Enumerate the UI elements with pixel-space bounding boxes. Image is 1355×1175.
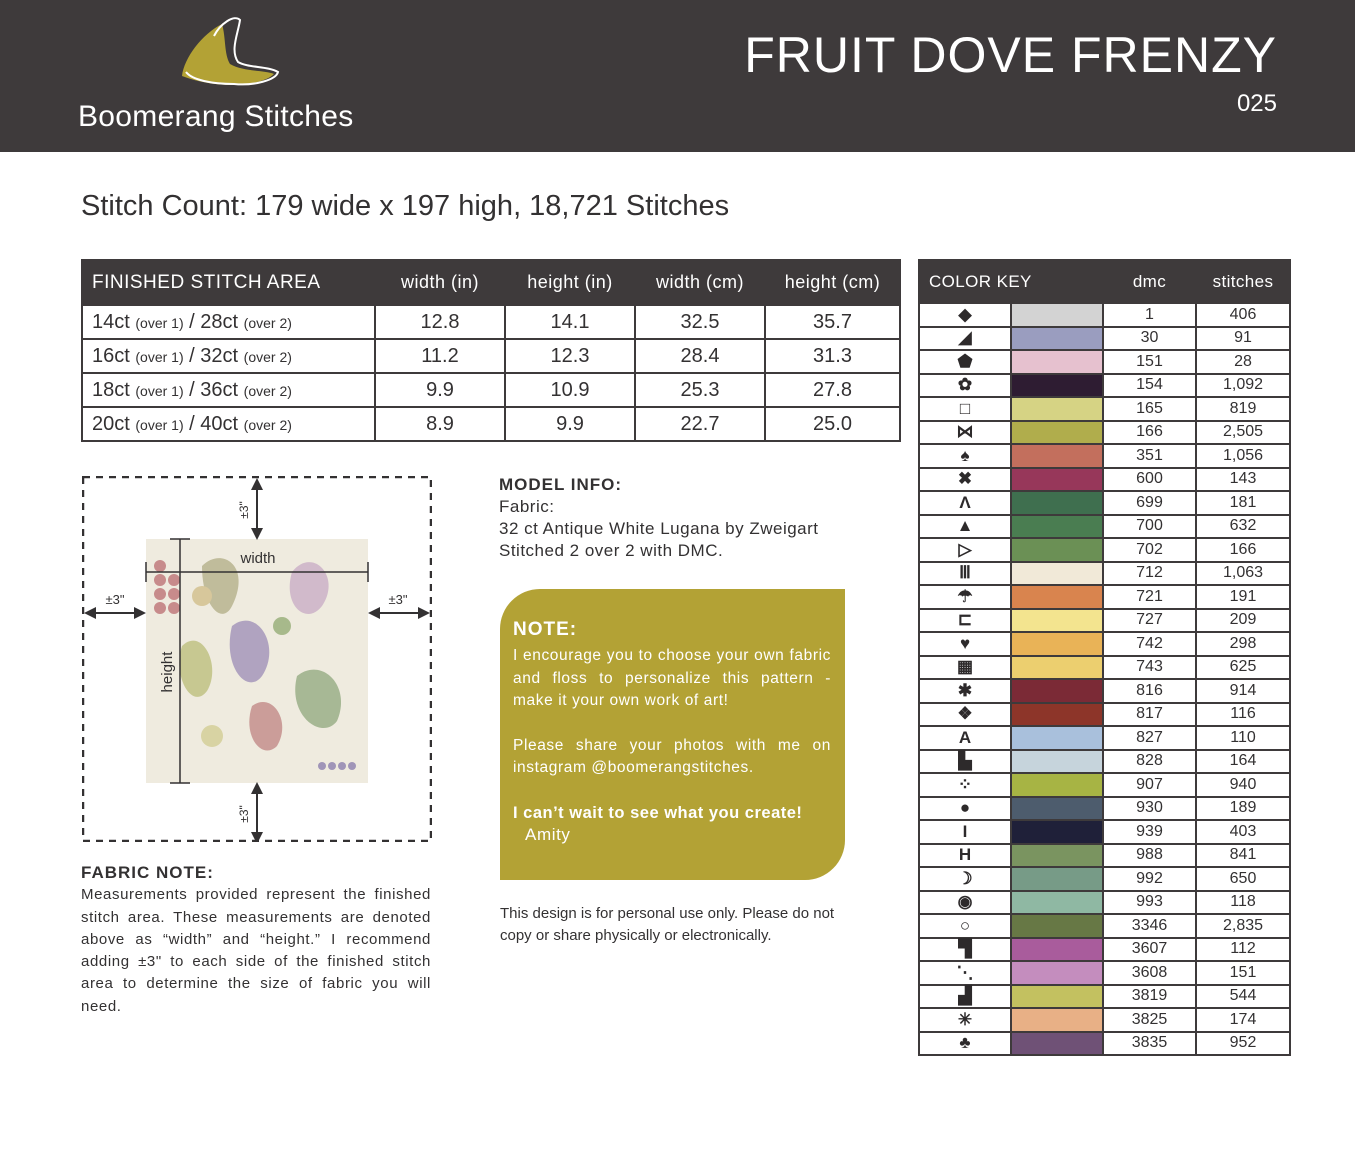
stitch-symbol-icon: ⋱	[919, 961, 1011, 985]
height-label: height	[159, 651, 176, 693]
model-info-heading: MODEL INFO:	[499, 475, 623, 494]
stitch-total: 143	[1196, 468, 1290, 492]
table-header-row	[82, 260, 900, 305]
color-key-row	[919, 303, 1290, 327]
width-in-cell: 8.9	[375, 407, 505, 441]
color-key-row	[919, 562, 1290, 586]
dmc-number: 151	[1103, 350, 1196, 374]
stitch-count-value: 179 wide x 197 high, 18,721 Stitches	[255, 190, 730, 222]
stitch-symbol-icon: □	[919, 397, 1011, 421]
width-in-cell: 12.8	[375, 305, 505, 339]
stitch-symbol-icon: ✳	[919, 1008, 1011, 1032]
stitch-total: 298	[1196, 632, 1290, 656]
dmc-number: 721	[1103, 585, 1196, 609]
dmc-number: 3607	[1103, 938, 1196, 962]
stitch-symbol-icon: ☽	[919, 867, 1011, 891]
color-swatch	[1011, 515, 1103, 539]
color-key-row	[919, 797, 1290, 821]
height-cm-cell: 35.7	[765, 305, 900, 339]
fabric-count-cell	[82, 339, 375, 373]
color-key-row	[919, 515, 1290, 539]
margin-top-label: ±3"	[237, 501, 251, 519]
height-cm-cell: 27.8	[765, 373, 900, 407]
color-key-row	[919, 491, 1290, 515]
dmc-number: 1	[1103, 303, 1196, 327]
color-swatch	[1011, 585, 1103, 609]
color-swatch	[1011, 938, 1103, 962]
stitch-symbol-icon: ♠	[919, 444, 1011, 468]
color-key-row	[919, 468, 1290, 492]
color-swatch	[1011, 773, 1103, 797]
stitch-symbol-icon: Λ	[919, 491, 1011, 515]
color-swatch	[1011, 1032, 1103, 1056]
fabric-note-body: Measurements provided represent the finished stitch area. These measurements are denoted above as “width” and “height.” I recommend adding ±3" to each side of the finished stitch area to determine the size of fabric you will need.	[81, 886, 431, 1015]
stitch-count-label: Stitch Count:	[81, 190, 248, 222]
separator: /	[189, 344, 195, 367]
table-row	[82, 305, 900, 339]
dmc-number: 154	[1103, 374, 1196, 398]
dmc-number: 907	[1103, 773, 1196, 797]
height-in-cell: 10.9	[505, 373, 635, 407]
stitch-symbol-icon: ▙	[919, 750, 1011, 774]
height-cm-cell: 25.0	[765, 407, 900, 441]
width-cm-cell: 32.5	[635, 305, 765, 339]
color-swatch	[1011, 397, 1103, 421]
stitch-total: 91	[1196, 327, 1290, 351]
stitch-symbol-icon: ◉	[919, 891, 1011, 915]
margin-right-label: ±3"	[388, 592, 408, 607]
width-label: width	[240, 550, 276, 567]
stitch-total: 118	[1196, 891, 1290, 915]
over-2-label: (over 2)	[243, 314, 292, 331]
dmc-number: 828	[1103, 750, 1196, 774]
stitch-total: 1,056	[1196, 444, 1290, 468]
fabric-count-cell	[82, 373, 375, 407]
stitch-symbol-icon: ◢	[919, 327, 1011, 351]
color-key-row	[919, 891, 1290, 915]
over-2-label: (over 2)	[243, 348, 292, 365]
stitch-total: 2,505	[1196, 421, 1290, 445]
fabric-count-cell	[82, 305, 375, 339]
stitch-symbol-icon: ✿	[919, 374, 1011, 398]
dmc-number: 3819	[1103, 985, 1196, 1009]
color-swatch	[1011, 350, 1103, 374]
column-header: height (cm)	[765, 260, 900, 305]
stitch-total: 28	[1196, 350, 1290, 374]
color-key-row	[919, 867, 1290, 891]
stitch-symbol-icon: I	[919, 820, 1011, 844]
count-over-2: 40ct	[200, 412, 239, 435]
stitch-total: 181	[1196, 491, 1290, 515]
color-swatch	[1011, 562, 1103, 586]
width-in-cell: 9.9	[375, 373, 505, 407]
separator: /	[189, 378, 195, 401]
stitch-total: 209	[1196, 609, 1290, 633]
color-key-row	[919, 679, 1290, 703]
stitch-symbol-icon: ▜	[919, 938, 1011, 962]
color-swatch	[1011, 1008, 1103, 1032]
stitch-symbol-icon: ◆	[919, 303, 1011, 327]
column-header-stitches: stitches	[1196, 260, 1290, 303]
color-swatch	[1011, 867, 1103, 891]
stitch-total: 841	[1196, 844, 1290, 868]
margin-left-label: ±3"	[105, 592, 125, 607]
stitch-symbol-icon: A	[919, 726, 1011, 750]
color-key-row	[919, 397, 1290, 421]
stitch-total: 650	[1196, 867, 1290, 891]
dmc-number: 700	[1103, 515, 1196, 539]
stitch-total: 940	[1196, 773, 1290, 797]
table-row	[82, 339, 900, 373]
dmc-number: 3346	[1103, 914, 1196, 938]
stitch-count	[81, 190, 729, 223]
pattern-title: FRUIT DOVE FRENZY	[744, 27, 1277, 83]
count-over-1: 16ct	[92, 344, 130, 367]
fabric-note	[81, 862, 431, 1018]
color-swatch	[1011, 538, 1103, 562]
dmc-number: 166	[1103, 421, 1196, 445]
stitch-symbol-icon: ▦	[919, 656, 1011, 680]
note-paragraph-3: I can’t wait to see what you create!	[513, 803, 803, 822]
color-key-row	[919, 844, 1290, 868]
color-swatch	[1011, 726, 1103, 750]
dmc-number: 827	[1103, 726, 1196, 750]
dmc-number: 817	[1103, 703, 1196, 727]
personal-use-notice: This design is for personal use only. Please do not copy or share physically or electronically.	[500, 905, 835, 944]
color-key-row	[919, 327, 1290, 351]
header-banner	[0, 0, 1355, 152]
dmc-number: 600	[1103, 468, 1196, 492]
over-1-label: (over 1)	[135, 416, 184, 433]
color-key-row	[919, 374, 1290, 398]
stitch-symbol-icon: ▲	[919, 515, 1011, 539]
count-over-2: 32ct	[200, 344, 239, 367]
dmc-number: 727	[1103, 609, 1196, 633]
stitch-total: 625	[1196, 656, 1290, 680]
color-swatch	[1011, 750, 1103, 774]
finished-area-table	[81, 259, 901, 442]
stitch-total: 819	[1196, 397, 1290, 421]
stitch-symbol-icon: ⋈	[919, 421, 1011, 445]
dmc-number: 702	[1103, 538, 1196, 562]
color-key-row	[919, 350, 1290, 374]
height-cm-cell: 31.3	[765, 339, 900, 373]
stitch-symbol-icon: Ⅲ	[919, 562, 1011, 586]
color-swatch	[1011, 656, 1103, 680]
margin-bottom-label: ±3"	[237, 805, 251, 823]
fabric-count-cell	[82, 407, 375, 441]
stitch-total: 914	[1196, 679, 1290, 703]
stitch-symbol-icon: ▷	[919, 538, 1011, 562]
table-header-row	[919, 260, 1290, 303]
stitch-total: 166	[1196, 538, 1290, 562]
stitch-symbol-icon: ☂	[919, 585, 1011, 609]
count-over-1: 18ct	[92, 378, 130, 401]
count-over-2: 36ct	[200, 378, 239, 401]
color-key-row	[919, 421, 1290, 445]
dmc-number: 743	[1103, 656, 1196, 680]
stitch-symbol-icon: ⁘	[919, 773, 1011, 797]
pattern-code: 025	[1236, 90, 1277, 117]
stitch-total: 1,092	[1196, 374, 1290, 398]
color-swatch	[1011, 820, 1103, 844]
brand-name: Boomerang Stitches	[78, 100, 354, 133]
count-over-2: 28ct	[200, 310, 239, 333]
color-key-row	[919, 585, 1290, 609]
width-cm-cell: 28.4	[635, 339, 765, 373]
count-over-1: 20ct	[92, 412, 130, 435]
column-header: height (in)	[505, 260, 635, 305]
stitch-total: 403	[1196, 820, 1290, 844]
color-key-heading: COLOR KEY	[919, 260, 1103, 303]
dmc-number: 3608	[1103, 961, 1196, 985]
width-cm-cell: 22.7	[635, 407, 765, 441]
color-key-table	[918, 259, 1291, 1056]
dmc-number: 988	[1103, 844, 1196, 868]
stitch-total: 110	[1196, 726, 1290, 750]
height-in-cell: 9.9	[505, 407, 635, 441]
separator: /	[189, 412, 195, 435]
dmc-number: 992	[1103, 867, 1196, 891]
stitch-symbol-icon: ⊏	[919, 609, 1011, 633]
dmc-number: 3835	[1103, 1032, 1196, 1056]
color-swatch	[1011, 609, 1103, 633]
stitch-total: 151	[1196, 961, 1290, 985]
stitch-total: 406	[1196, 303, 1290, 327]
over-1-label: (over 1)	[135, 348, 184, 365]
over-2-label: (over 2)	[243, 416, 292, 433]
color-swatch	[1011, 632, 1103, 656]
color-swatch	[1011, 914, 1103, 938]
model-fabric-value: 32 ct Antique White Lugana by Zweigart	[499, 519, 819, 538]
dmc-number: 165	[1103, 397, 1196, 421]
color-key-row	[919, 961, 1290, 985]
dmc-number: 930	[1103, 797, 1196, 821]
color-key-row	[919, 656, 1290, 680]
dmc-number: 742	[1103, 632, 1196, 656]
color-swatch	[1011, 491, 1103, 515]
color-key-row	[919, 773, 1290, 797]
stitch-total: 164	[1196, 750, 1290, 774]
color-key-row	[919, 703, 1290, 727]
stitch-total: 189	[1196, 797, 1290, 821]
separator: /	[189, 310, 195, 333]
dmc-number: 30	[1103, 327, 1196, 351]
color-key-row	[919, 1032, 1290, 1056]
color-swatch	[1011, 679, 1103, 703]
dmc-number: 351	[1103, 444, 1196, 468]
stitch-symbol-icon: ○	[919, 914, 1011, 938]
note-signature: Amity	[525, 825, 571, 844]
stitch-symbol-icon: ▟	[919, 985, 1011, 1009]
color-key-row	[919, 609, 1290, 633]
table-row	[82, 407, 900, 441]
dmc-number: 816	[1103, 679, 1196, 703]
stitch-symbol-icon: ●	[919, 797, 1011, 821]
height-in-cell: 14.1	[505, 305, 635, 339]
color-swatch	[1011, 985, 1103, 1009]
column-header: width (in)	[375, 260, 505, 305]
color-key-row	[919, 726, 1290, 750]
over-1-label: (over 1)	[135, 382, 184, 399]
column-header: FINISHED STITCH AREA	[82, 260, 375, 305]
color-key-row	[919, 1008, 1290, 1032]
color-swatch	[1011, 327, 1103, 351]
color-key-row	[919, 632, 1290, 656]
note-box	[500, 589, 845, 880]
stitch-symbol-icon: ✖	[919, 468, 1011, 492]
stitch-symbol-icon: ⬟	[919, 350, 1011, 374]
model-stitched: Stitched 2 over 2 with DMC.	[499, 541, 724, 560]
color-swatch	[1011, 844, 1103, 868]
color-swatch	[1011, 961, 1103, 985]
dmc-number: 3825	[1103, 1008, 1196, 1032]
stitch-total: 632	[1196, 515, 1290, 539]
dmc-number: 993	[1103, 891, 1196, 915]
stitch-total: 544	[1196, 985, 1290, 1009]
color-key-row	[919, 820, 1290, 844]
stitch-total: 952	[1196, 1032, 1290, 1056]
stitch-total: 191	[1196, 585, 1290, 609]
color-swatch	[1011, 797, 1103, 821]
color-key-row	[919, 985, 1290, 1009]
color-swatch	[1011, 374, 1103, 398]
over-1-label: (over 1)	[135, 314, 184, 331]
dmc-number: 939	[1103, 820, 1196, 844]
count-over-1: 14ct	[92, 310, 130, 333]
width-cm-cell: 25.3	[635, 373, 765, 407]
column-header-dmc: dmc	[1103, 260, 1196, 303]
color-swatch	[1011, 891, 1103, 915]
color-key-row	[919, 750, 1290, 774]
stitch-symbol-icon: ♥	[919, 632, 1011, 656]
note-heading: NOTE:	[513, 619, 578, 640]
note-paragraph-2: Please share your photos with me on instagram @boomerangstitches.	[513, 736, 831, 776]
stitch-symbol-icon: ♣	[919, 1032, 1011, 1056]
width-in-cell: 11.2	[375, 339, 505, 373]
color-key-row	[919, 914, 1290, 938]
dmc-number: 712	[1103, 562, 1196, 586]
color-key-row	[919, 538, 1290, 562]
height-in-cell: 12.3	[505, 339, 635, 373]
note-paragraph-1: I encourage you to choose your own fabric and floss to personalize this pattern - make it your own work of art!	[513, 647, 831, 709]
stitch-symbol-icon: H	[919, 844, 1011, 868]
color-swatch	[1011, 703, 1103, 727]
column-header: width (cm)	[635, 260, 765, 305]
fabric-note-heading: FABRIC NOTE:	[81, 863, 214, 882]
table-row	[82, 373, 900, 407]
stitch-symbol-icon: ❖	[919, 703, 1011, 727]
dmc-number: 699	[1103, 491, 1196, 515]
stitch-total: 1,063	[1196, 562, 1290, 586]
color-swatch	[1011, 468, 1103, 492]
stitch-total: 116	[1196, 703, 1290, 727]
model-info	[499, 474, 879, 562]
model-fabric-label: Fabric:	[499, 497, 555, 516]
over-2-label: (over 2)	[243, 382, 292, 399]
color-swatch	[1011, 303, 1103, 327]
stitch-total: 174	[1196, 1008, 1290, 1032]
boomerang-logo-icon	[178, 14, 282, 96]
color-key-row	[919, 938, 1290, 962]
fabric-size-diagram	[82, 476, 432, 842]
stitch-total: 112	[1196, 938, 1290, 962]
color-key-row	[919, 444, 1290, 468]
stitch-symbol-icon: ✱	[919, 679, 1011, 703]
stitch-total: 2,835	[1196, 914, 1290, 938]
color-swatch	[1011, 421, 1103, 445]
color-swatch	[1011, 444, 1103, 468]
